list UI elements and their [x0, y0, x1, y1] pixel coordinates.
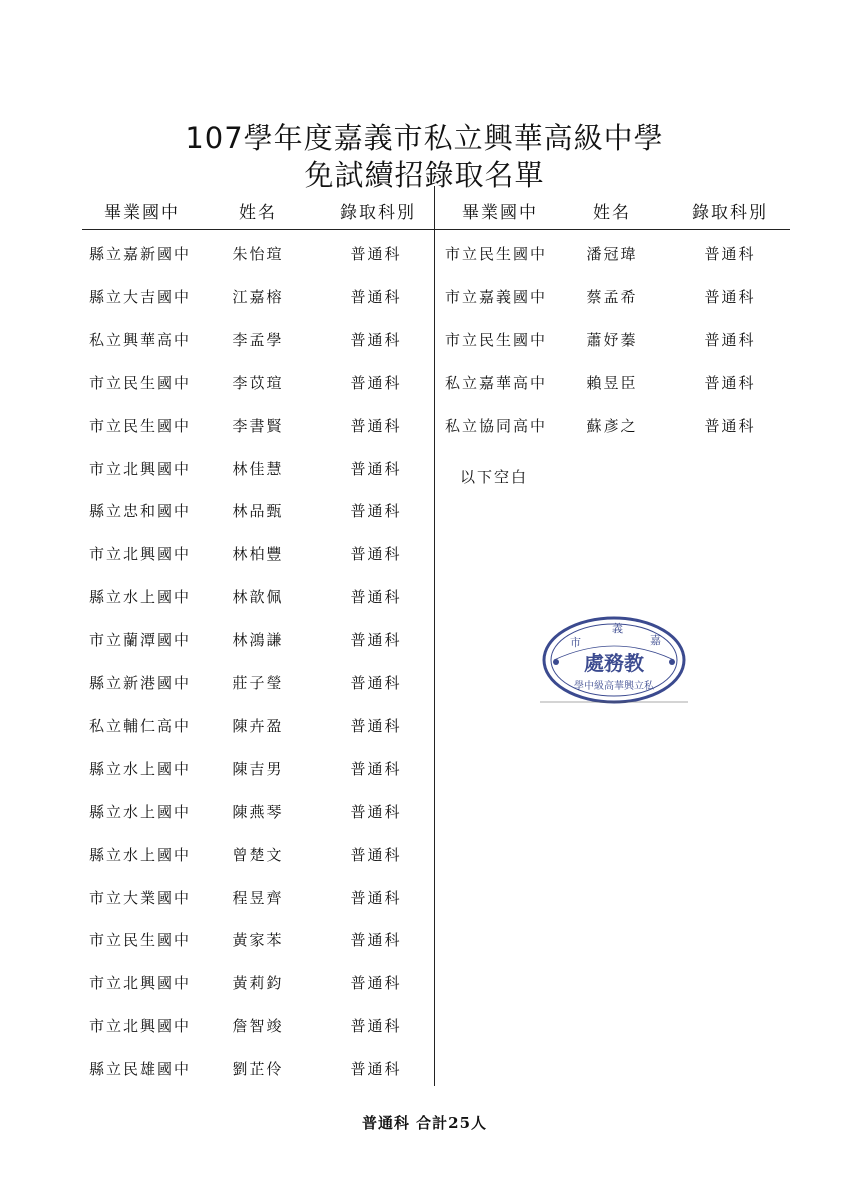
- header-dept-left: 錄取科別: [340, 203, 416, 223]
- row-name: 蔡孟希: [586, 288, 638, 306]
- total-count: 普通科 合計25人: [361, 1114, 488, 1132]
- row-dept: 普通科: [350, 1060, 402, 1078]
- row-dept: 普通科: [704, 288, 756, 306]
- row-school: 私立協同高中: [444, 417, 547, 435]
- blank-note: 以下空白: [460, 468, 529, 486]
- row-school: 縣立嘉新國中: [88, 245, 191, 263]
- row-dept: 普通科: [350, 631, 402, 649]
- row-school: 市立民生國中: [88, 417, 191, 435]
- row-dept: 普通科: [704, 417, 756, 435]
- row-school: 市立民生國中: [444, 245, 547, 263]
- row-dept: 普通科: [350, 245, 402, 263]
- row-name: 江嘉榕: [232, 288, 284, 306]
- row-school: 私立興華高中: [88, 331, 191, 349]
- row-school: 縣立水上國中: [88, 588, 191, 606]
- row-dept: 普通科: [350, 545, 402, 563]
- svg-text:學中級高華興立私: 學中級高華興立私: [574, 681, 654, 692]
- row-dept: 普通科: [350, 846, 402, 864]
- row-name: 陳吉男: [232, 760, 284, 778]
- document-title: 107學年度嘉義市私立興華高級中學: [185, 121, 664, 155]
- row-school: 縣立新港國中: [88, 674, 191, 692]
- svg-text:處務教: 處務教: [584, 651, 644, 675]
- row-dept: 普通科: [350, 889, 402, 907]
- row-school: 縣立大吉國中: [88, 288, 191, 306]
- row-school: 市立大業國中: [88, 889, 191, 907]
- row-name: 陳燕琴: [232, 803, 284, 821]
- row-name: 李孟學: [232, 331, 284, 349]
- row-dept: 普通科: [350, 974, 402, 992]
- row-name: 李苡瑄: [232, 374, 284, 392]
- row-school: 私立輔仁高中: [88, 717, 191, 735]
- header-school-left: 畢業國中: [104, 203, 180, 223]
- row-name: 莊子瑩: [232, 674, 284, 692]
- row-name: 蘇彥之: [586, 417, 638, 435]
- row-dept: 普通科: [350, 460, 402, 478]
- row-dept: 普通科: [350, 803, 402, 821]
- row-school: 私立嘉華高中: [444, 374, 547, 392]
- row-name: 曾楚文: [232, 846, 284, 864]
- row-school: 市立北興國中: [88, 974, 191, 992]
- row-name: 蕭妤蓁: [586, 331, 638, 349]
- header-rule: [82, 229, 790, 230]
- svg-text:義: 義: [612, 622, 623, 635]
- row-school: 縣立水上國中: [88, 803, 191, 821]
- header-school-right: 畢業國中: [462, 203, 538, 223]
- row-name: 林佳慧: [232, 460, 284, 478]
- row-dept: 普通科: [350, 760, 402, 778]
- row-dept: 普通科: [704, 374, 756, 392]
- svg-text:市: 市: [570, 636, 581, 649]
- row-name: 李書賢: [232, 417, 284, 435]
- svg-text:嘉: 嘉: [650, 634, 661, 647]
- column-divider: [434, 186, 435, 1086]
- row-dept: 普通科: [350, 502, 402, 520]
- document-subtitle: 免試續招錄取名單: [304, 158, 545, 192]
- row-dept: 普通科: [350, 288, 402, 306]
- row-name: 陳卉盈: [232, 717, 284, 735]
- row-name: 黃莉鈞: [232, 974, 284, 992]
- row-dept: 普通科: [350, 1017, 402, 1035]
- row-dept: 普通科: [350, 588, 402, 606]
- row-name: 黃家苯: [232, 931, 284, 949]
- row-school: 縣立水上國中: [88, 760, 191, 778]
- row-school: 市立北興國中: [88, 545, 191, 563]
- school-seal-stamp: [540, 612, 688, 708]
- row-name: 林品甄: [232, 502, 284, 520]
- row-name: 林歆佩: [232, 588, 284, 606]
- row-school: 市立嘉義國中: [444, 288, 547, 306]
- row-dept: 普通科: [350, 374, 402, 392]
- row-dept: 普通科: [704, 245, 756, 263]
- row-dept: 普通科: [350, 331, 402, 349]
- row-school: 縣立民雄國中: [88, 1060, 191, 1078]
- row-school: 市立蘭潭國中: [88, 631, 191, 649]
- row-name: 林柏豐: [232, 545, 284, 563]
- header-name-right: 姓名: [593, 203, 631, 223]
- row-school: 縣立水上國中: [88, 846, 191, 864]
- row-school: 市立北興國中: [88, 1017, 191, 1035]
- row-name: 朱怡瑄: [232, 245, 284, 263]
- row-dept: 普通科: [350, 931, 402, 949]
- row-dept: 普通科: [704, 331, 756, 349]
- row-school: 市立民生國中: [88, 374, 191, 392]
- row-name: 潘冠瑋: [586, 245, 638, 263]
- row-school: 市立民生國中: [444, 331, 547, 349]
- header-dept-right: 錄取科別: [692, 203, 768, 223]
- header-name-left: 姓名: [239, 203, 277, 223]
- row-school: 市立北興國中: [88, 460, 191, 478]
- row-school: 市立民生國中: [88, 931, 191, 949]
- row-name: 詹智竣: [232, 1017, 284, 1035]
- row-school: 縣立忠和國中: [88, 502, 191, 520]
- row-name: 劉芷伶: [232, 1060, 284, 1078]
- row-name: 程昱齊: [232, 889, 284, 907]
- row-dept: 普通科: [350, 674, 402, 692]
- row-dept: 普通科: [350, 717, 402, 735]
- row-name: 賴昱臣: [586, 374, 638, 392]
- row-dept: 普通科: [350, 417, 402, 435]
- row-name: 林鴻謙: [232, 631, 284, 649]
